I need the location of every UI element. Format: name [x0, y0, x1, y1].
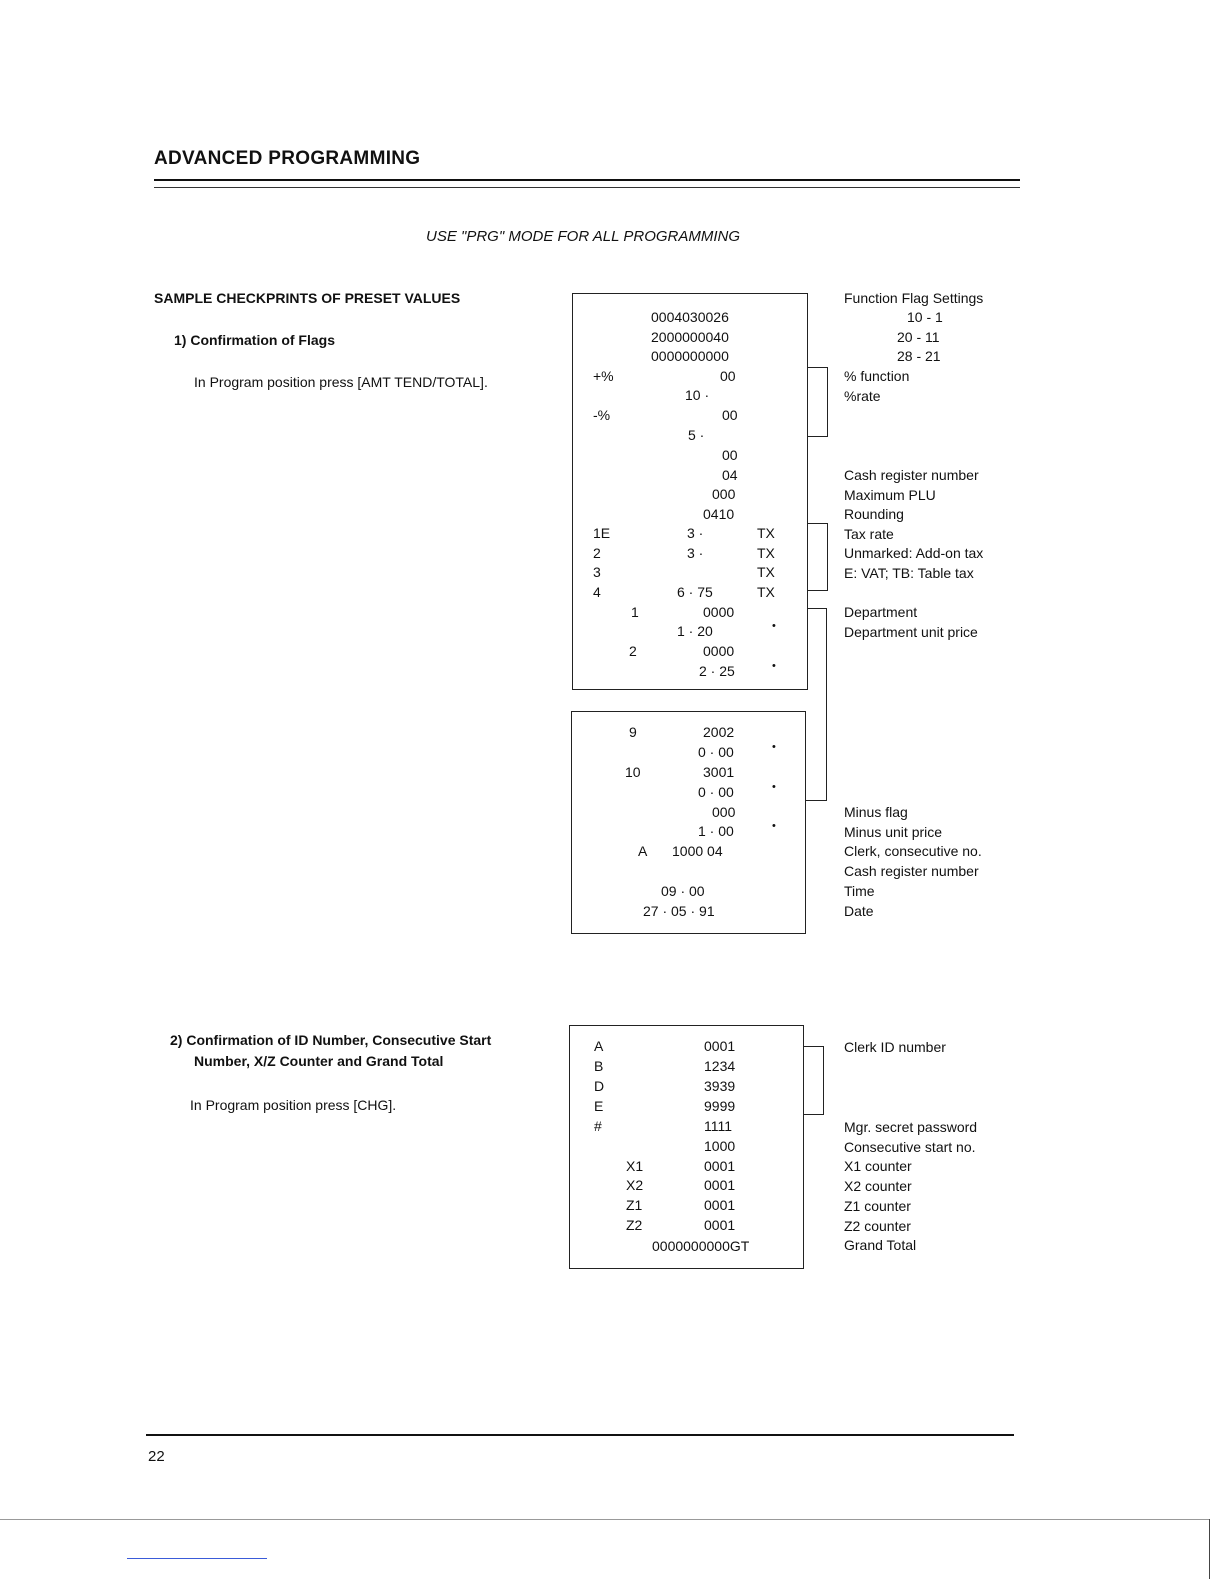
receipt3-key: B	[594, 1058, 604, 1074]
tax4-tx: TX	[757, 584, 775, 600]
bracket-dept-bottom	[806, 800, 827, 801]
minus-price: 1 · 00	[698, 823, 734, 839]
label-maximum-plu: Maximum PLU	[844, 487, 936, 503]
dept2-price: 2 · 25	[699, 663, 735, 679]
receipt3-value: 3939	[704, 1078, 736, 1094]
bracket-percent	[807, 367, 828, 437]
scan-edge-line	[0, 1519, 1210, 1520]
plus-percent-symbol: +%	[593, 368, 614, 384]
consecutive-register: 1000 04	[672, 843, 723, 859]
dept10-dot: •	[772, 781, 776, 793]
label-percent-rate: %rate	[844, 388, 881, 404]
flags-line-1: 0004030026	[651, 309, 729, 325]
receipt3-key: E	[594, 1098, 604, 1114]
minus-percent-function: 00	[722, 407, 738, 423]
tax1-rate: 3 ·	[687, 525, 704, 541]
step2-title-line1: 2) Confirmation of ID Number, Consecutive Start	[170, 1032, 492, 1048]
footer-rule	[146, 1434, 1014, 1436]
label-flag-range-1: 10 - 1	[907, 309, 943, 325]
receipt3-value: 0001	[704, 1177, 736, 1193]
tax1-key: 1E	[593, 525, 611, 541]
dept9-price: 0 · 00	[698, 744, 734, 760]
receipt3-counter-label: Z1	[626, 1197, 643, 1213]
receipt-id-counters	[569, 1025, 804, 1269]
label-clerk-consecutive: Clerk, consecutive no.	[844, 843, 982, 859]
dept1-dot: •	[772, 620, 776, 632]
label-vat-table-tax: E: VAT; TB: Table tax	[844, 565, 974, 581]
page-title: ADVANCED PROGRAMMING	[154, 148, 421, 169]
bracket-tax	[807, 523, 828, 591]
header-rule-thin	[154, 187, 1020, 188]
label-consecutive-start: Consecutive start no.	[844, 1139, 976, 1155]
step1-instruction: In Program position press [AMT TEND/TOTAL].	[194, 374, 488, 390]
register-number: 04	[722, 467, 738, 483]
label-z1-counter: Z1 counter	[844, 1198, 911, 1214]
dept1-code: 0000	[703, 604, 735, 620]
time: 09 · 00	[661, 883, 705, 899]
plus-percent-function: 00	[720, 368, 736, 384]
date: 27 · 05 · 91	[643, 903, 715, 919]
label-cash-register-number: Cash register number	[844, 467, 979, 483]
label-time: Time	[844, 883, 875, 899]
receipt-departments-time	[571, 711, 806, 934]
receipt3-counter-label: X1	[626, 1158, 644, 1174]
label-date: Date	[844, 903, 874, 919]
label-minus-flag: Minus flag	[844, 804, 908, 820]
label-mgr-password: Mgr. secret password	[844, 1119, 978, 1135]
label-x1-counter: X1 counter	[844, 1158, 912, 1174]
dept10-code: 3001	[703, 764, 735, 780]
tax2-tx: TX	[757, 545, 775, 561]
dept9-code: 2002	[703, 724, 735, 740]
receipt3-value: 0001	[704, 1217, 736, 1233]
receipt3-value: 9999	[704, 1098, 736, 1114]
dept1-number: 1	[631, 604, 639, 620]
receipt3-counter-label: Z2	[626, 1217, 643, 1233]
page-number: 22	[148, 1448, 165, 1465]
label-cash-register-number-2: Cash register number	[844, 863, 979, 879]
dept2-number: 2	[629, 643, 637, 659]
label-rounding: Rounding	[844, 506, 904, 522]
dept9-number: 9	[629, 724, 637, 740]
label-z2-counter: Z2 counter	[844, 1218, 911, 1234]
label-department-unit-price: Department unit price	[844, 624, 978, 640]
label-function-flag: Function Flag Settings	[844, 290, 984, 306]
grand-total-value: 0000000000GT	[652, 1238, 750, 1254]
mode-note: USE "PRG" MODE FOR ALL PROGRAMMING	[426, 228, 741, 245]
minus-dot: •	[772, 820, 776, 832]
clerk-code: A	[638, 843, 648, 859]
receipt3-value: 0001	[704, 1038, 736, 1054]
label-x2-counter: X2 counter	[844, 1178, 912, 1194]
tax4-rate: 6 · 75	[677, 584, 713, 600]
label-add-on-tax: Unmarked: Add-on tax	[844, 545, 984, 561]
label-tax-rate: Tax rate	[844, 526, 894, 542]
bracket-dept-top	[807, 608, 827, 609]
minus-percent-symbol: -%	[593, 407, 611, 423]
step2-instruction: In Program position press [CHG].	[190, 1097, 397, 1113]
bracket-clerk-ids	[803, 1046, 824, 1115]
receipt3-value: 0001	[704, 1158, 736, 1174]
step1-title: 1) Confirmation of Flags	[174, 332, 335, 348]
tax3-key: 3	[593, 564, 601, 580]
receipt-flags	[572, 293, 808, 690]
receipt3-key: #	[594, 1118, 602, 1134]
minus-flag: 000	[712, 804, 736, 820]
label-grand-total: Grand Total	[844, 1237, 917, 1253]
section-heading: SAMPLE CHECKPRINTS OF PRESET VALUES	[154, 290, 461, 306]
scan-edge-corner	[1209, 1519, 1210, 1579]
bracket-dept-spine	[826, 608, 827, 801]
dept2-code: 0000	[703, 643, 735, 659]
receipt3-value: 1234	[704, 1058, 736, 1074]
receipt3-value: 0001	[704, 1197, 736, 1213]
flags-line-3: 0000000000	[651, 348, 729, 364]
dept10-price: 0 · 00	[698, 784, 734, 800]
label-percent-function: % function	[844, 368, 910, 384]
dept9-dot: •	[772, 741, 776, 753]
dept2-dot: •	[772, 660, 776, 672]
label-department: Department	[844, 604, 918, 620]
label-flag-range-3: 28 - 21	[897, 348, 941, 364]
dept10-number: 10	[625, 764, 641, 780]
tax1-tx: TX	[757, 525, 775, 541]
rounding: 0410	[703, 506, 735, 522]
header-rule	[154, 179, 1020, 181]
receipt3-value: 1111	[704, 1118, 733, 1134]
maximum-plu: 000	[712, 486, 736, 502]
tax4-key: 4	[593, 584, 601, 600]
tax3-tx: TX	[757, 564, 775, 580]
plus-percent-rate: 10 ·	[685, 387, 710, 403]
tax2-rate: 3 ·	[687, 545, 704, 561]
receipt3-key: A	[594, 1038, 604, 1054]
receipt3-value: 1000	[704, 1138, 736, 1154]
minus-percent-rate: 5 ·	[688, 427, 705, 443]
receipt3-key: D	[594, 1078, 605, 1094]
label-flag-range-2: 20 - 11	[897, 329, 940, 345]
step2-title-line2: Number, X/Z Counter and Grand Total	[194, 1053, 444, 1069]
flags-line-2: 2000000040	[651, 329, 729, 345]
label-minus-unit-price: Minus unit price	[844, 824, 943, 840]
scan-blue-mark	[127, 1558, 267, 1559]
dept1-price: 1 · 20	[677, 623, 713, 639]
label-clerk-id: Clerk ID number	[844, 1039, 946, 1055]
tax2-key: 2	[593, 545, 601, 561]
blank-00: 00	[722, 447, 738, 463]
receipt3-counter-label: X2	[626, 1177, 644, 1193]
